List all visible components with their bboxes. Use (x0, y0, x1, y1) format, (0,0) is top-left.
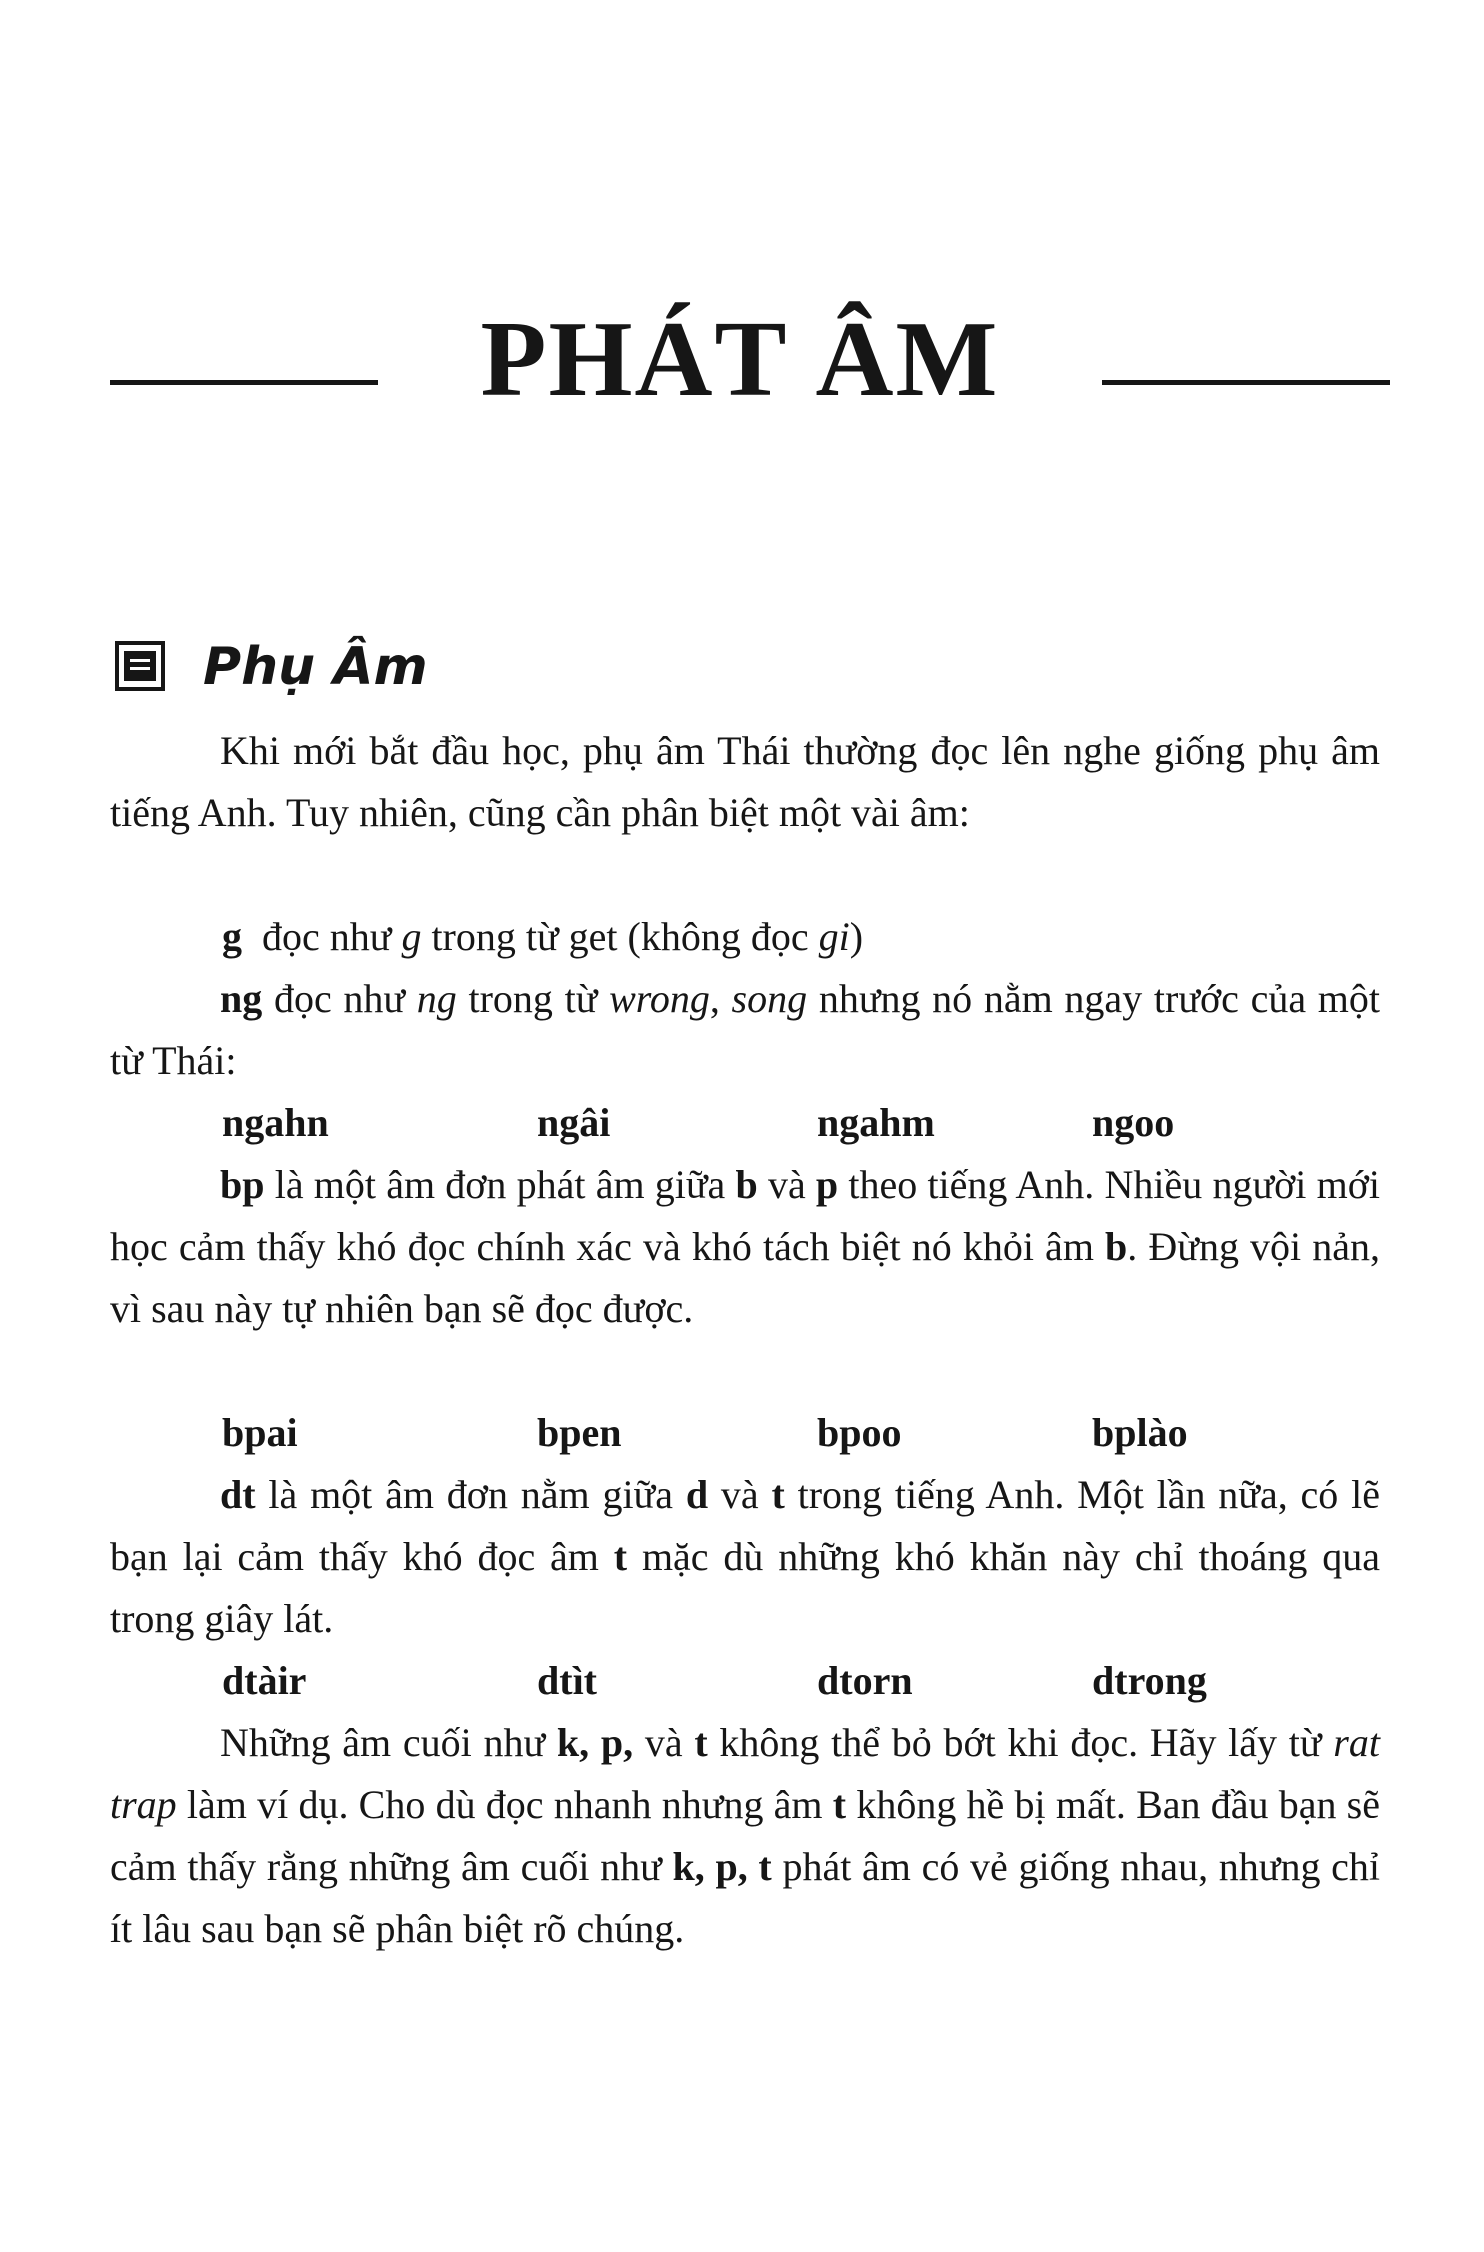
g-tag: g (222, 914, 242, 959)
ng-tag: ng (220, 976, 263, 1021)
example-word: dtìt (537, 1658, 597, 1703)
intro-paragraph: Khi mới bắt đầu học, phụ âm Thái thường đọc lên nghe giống phụ âm tiếng Anh. Tuy nhiên, cũng cần phân biệt một vài âm: (110, 728, 1380, 835)
title-rule-left (110, 380, 378, 385)
example-word: ngoo (1092, 1100, 1175, 1145)
example-word: bplào (1092, 1410, 1188, 1455)
example-word: dtorn (817, 1658, 913, 1703)
example-word: bpoo (817, 1410, 902, 1455)
example-row-bp (222, 1402, 1322, 1464)
example-row-dt (222, 1650, 1322, 1712)
example-word: bpai (222, 1410, 298, 1455)
g-line: g đọc như g trong từ get (không đọc gi) (110, 906, 1380, 968)
example-word: ngahm (817, 1100, 935, 1145)
dt-tag: dt (220, 1472, 256, 1517)
example-word: dtrong (1092, 1658, 1207, 1703)
example-word: ngahn (222, 1100, 329, 1145)
bp-paragraph: bp là một âm đơn phát âm giữa b và p theo tiếng Anh. Nhiều người mới học cảm thấy khó đọc chính xác và khó tách biệt nó khỏi âm b. Đừng vội nản, vì sau này tự nhiên bạn sẽ đọc được. (110, 1162, 1380, 1331)
example-row-ng (222, 1092, 1322, 1154)
example-word: ngâi (537, 1100, 611, 1145)
book-icon (115, 641, 165, 691)
dt-paragraph: dt là một âm đơn nằm giữa d và t trong tiếng Anh. Một lần nữa, có lẽ bạn lại cảm thấy khó đọc âm t mặc dù những khó khăn này chỉ thoáng qua trong giây lát. (110, 1472, 1381, 1641)
example-word: bpen (537, 1410, 622, 1455)
page-title: PHÁT ÂM (480, 300, 1000, 419)
title-row (110, 300, 1390, 420)
ng-paragraph: ng đọc như ng trong từ wrong, song nhưng nó nằm ngay trước của một từ Thái: (110, 976, 1381, 1083)
section-title: Phụ Âm (203, 637, 428, 697)
final-consonants-paragraph: Những âm cuối như k, p, và t không thể bỏ bớt khi đọc. Hãy lấy từ rat trap làm ví dụ. Cho dù đọc nhanh nhưng âm t không hề bị mất. Ban đầu bạn sẽ cảm thấy rằng những âm cuối như k, p, t phát âm có vẻ giống nhau, nhưng chỉ ít lâu sau bạn sẽ phân biệt rõ chúng. (110, 1720, 1381, 1951)
bp-tag: bp (220, 1162, 265, 1207)
title-rule-right (1102, 380, 1390, 385)
example-word: dtàir (222, 1658, 307, 1703)
